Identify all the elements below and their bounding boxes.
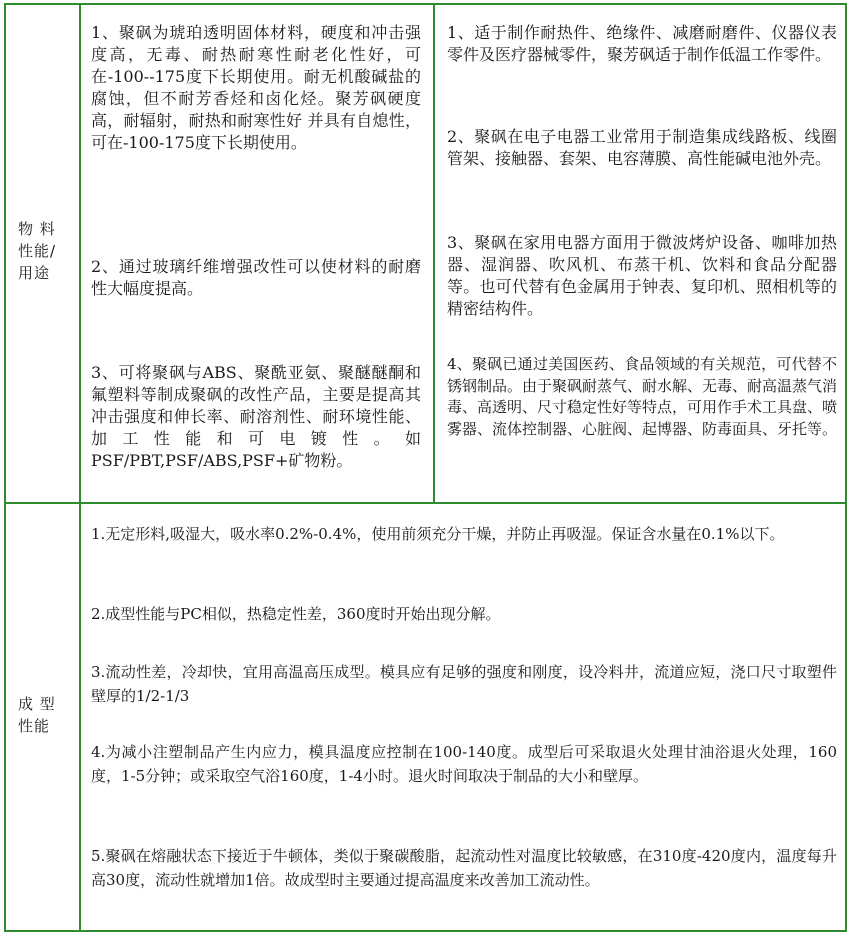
- section-label-line: 性能/: [18, 242, 57, 260]
- border-right: [845, 3, 847, 932]
- property-paragraph: 2、通过玻璃纤维增强改性可以使材料的耐磨性大幅度提高。: [91, 257, 421, 298]
- section-label-molding-properties: [18, 693, 76, 737]
- section-label-line: 物 料: [18, 220, 56, 238]
- border-top: [4, 3, 847, 5]
- property-paragraph: 3、可将聚砜与ABS、聚酰亚氨、聚醚醚酮和氟塑料等制成聚砜的改性产品，主要是提高其冲击强度和伸长率、耐溶剂性、耐环境性能、加工性能和可电镀性。如PSF/PBT,PSF/ABS,PSF+矿物粉。: [91, 363, 421, 470]
- application-paragraph: 2、聚砜在电子电器工业常用于制造集成线路板、线圈管架、接触器、套架、电容薄膜、高性能碱电池外壳。: [447, 127, 837, 168]
- label-column-divider: [79, 3, 81, 932]
- content-column-divider: [433, 3, 435, 503]
- row-divider: [4, 502, 847, 504]
- molding-paragraph: 5.聚砜在熔融状态下接近于牛顿体，类似于聚碳酸脂，起流动性对温度比较敏感，在310度-420度内，温度每升高30度，流动性就增加1倍。故成型时主要通过提高温度来改善加工流动性。: [91, 847, 837, 889]
- section-label-material-properties: [18, 218, 76, 284]
- molding-paragraph: 4.为减小注塑制品产生内应力，模具温度应控制在100-140度。成型后可采取退火处理甘油浴退火处理，160度，1-5分钟；或采取空气浴160度，1-4小时。退火时间取决于制品的大小和壁厚。: [91, 743, 837, 785]
- border-left: [4, 3, 6, 932]
- border-bottom: [4, 930, 847, 932]
- property-paragraph: 1、聚砜为琥珀透明固体材料，硬度和冲击强度高，无毒、耐热耐寒性耐老化性好，可在-100--175度下长期使用。耐无机酸碱盐的腐蚀，但不耐芳香烃和卤化烃。聚芳砜硬度高，耐辐射，耐热和耐寒性好 并具有自熄性，可在-100-175度下长期使用。: [91, 23, 421, 152]
- molding-paragraph: 2.成型性能与PC相似，热稳定性差，360度时开始出现分解。: [91, 605, 501, 623]
- section-label-line: 性能: [18, 717, 51, 735]
- section-label-line: 用途: [18, 264, 51, 282]
- molding-paragraph: 3.流动性差，冷却快，宜用高温高压成型。模具应有足够的强度和刚度，设冷料井，流道应短，浇口尺寸取塑件壁厚的1/2-1/3: [91, 663, 837, 705]
- application-paragraph: 4、聚砜已通过美国医药、食品领域的有关规范，可代替不锈钢制品。由于聚砜耐蒸气、耐水解、无毒、耐高温蒸气消毒、高透明、尺寸稳定性好等特点，可用作手术工具盘、喷雾器、流体控制器、心脏阀、起博器、防毒面具、牙托等。: [447, 355, 838, 438]
- application-paragraph: 3、聚砜在家用电器方面用于微波烤炉设备、咖啡加热器、湿润器、吹风机、布蒸干机、饮料和食品分配器等。也可代替有色金属用于钟表、复印机、照相机等的精密结构件。: [447, 233, 837, 318]
- application-paragraph: 1、适于制作耐热件、绝缘件、减磨耐磨件、仪器仪表零件及医疗器械零件，聚芳砜适于制作低温工作零件。: [447, 23, 837, 64]
- section-label-line: 成 型: [18, 695, 56, 713]
- molding-paragraph: 1.无定形料,吸湿大，吸水率0.2%-0.4%，使用前须充分干燥，并防止再吸湿。保证含水量在0.1%以下。: [91, 525, 785, 543]
